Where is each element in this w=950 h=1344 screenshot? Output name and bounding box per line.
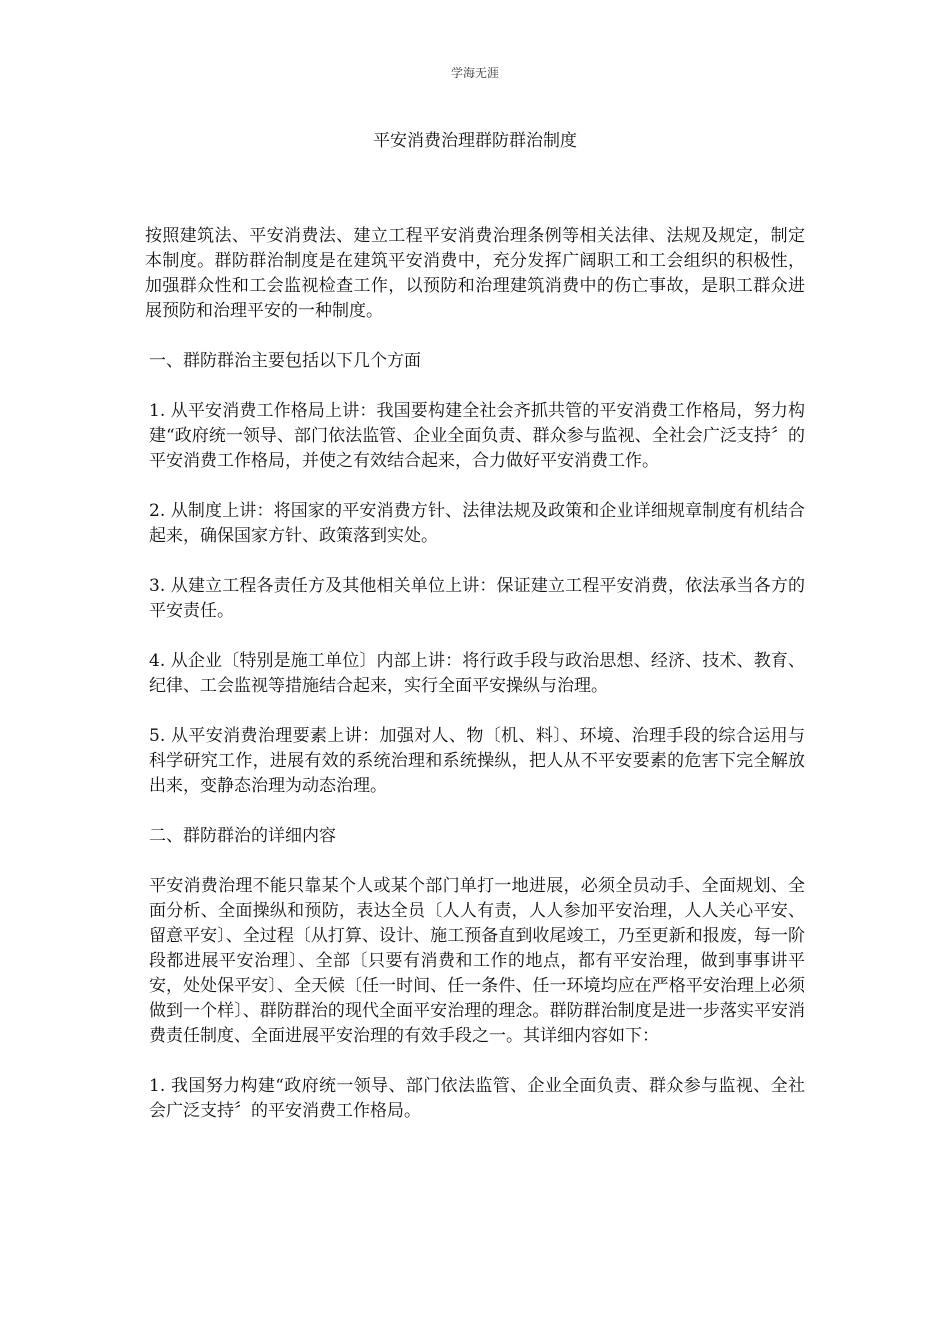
header-note: 学海无涯 xyxy=(450,66,499,80)
section-heading-2: 二、群防群治的详细内容 xyxy=(149,826,336,846)
section-1-item-3: 3. 从建立工程各责任方及其他相关单位上讲：保证建立工程平安消费，依法承当各方的平安责任。 xyxy=(149,576,805,621)
section-1-item-1: 1. 从平安消费工作格局上讲：我国要构建全社会齐抓共管的平安消费工作格局，努力构建“政府统一领导、部门依法监管、企业全面负责、群众参与监视、全社会广泛支持〞的平安消费工作格局，并使之有效结合起来，合力做好平安消费工作。 xyxy=(149,401,805,471)
document-title: 平安消费治理群防群治制度 xyxy=(373,131,577,151)
section-1-item-4: 4. 从企业〔特别是施工单位〕内部上讲：将行政手段与政治思想、经济、技术、教育、纪律、工会监视等措施结合起来，实行全面平安操纵与治理。 xyxy=(149,651,805,696)
section-1-item-5: 5. 从平安消费治理要素上讲：加强对人、物〔机、料〕、环境、治理手段的综合运用与科学研究工作，进展有效的系统治理和系统操纵，把人从不平安要素的危害下完全解放出来，变静态治理为动态治理。 xyxy=(149,726,805,796)
section-2-item-1: 1. 我国努力构建“政府统一领导、部门依法监管、企业全面负责、群众参与监视、全社会广泛支持〞的平安消费工作格局。 xyxy=(149,1076,805,1121)
section-heading-1: 一、群防群治主要包括以下几个方面 xyxy=(149,351,421,371)
document-body xyxy=(145,224,805,1149)
section-2-paragraph: 平安消费治理不能只靠某个人或某个部门单打一地进展，必须全员动手、全面规划、全面分析、全面操纵和预防，表达全员〔人人有责，人人参加平安治理，人人关心平安、留意平安〕、全过程〔从打算、设计、施工预备直到收尾竣工，乃至更新和报废，每一阶段都进展平安治理〕、全部〔只要有消费和工作的地点，都有平安治理，做到事事讲平安，处处保平安〕、全天候〔任一时间、任一条件、任一环境均应在严格平安治理上必须做到一个样〕、群防群治的现代全面平安治理的理念。群防群治制度是进一步落实平安消费责任制度、全面进展平安治理的有效手段之一。其详细内容如下： xyxy=(149,876,805,1046)
section-1-item-2: 2. 从制度上讲：将国家的平安消费方针、法律法规及政策和企业详细规章制度有机结合起来，确保国家方针、政策落到实处。 xyxy=(149,501,805,546)
intro-paragraph: 按照建筑法、平安消费法、建立工程平安消费治理条例等相关法律、法规及规定，制定本制度。群防群治制度是在建筑平安消费中，充分发挥广阔职工和工会组织的积极性，加强群众性和工会监视检查工作，以预防和治理建筑消费中的伤亡事故，是职工群众进展预防和治理平安的一种制度。 xyxy=(145,226,805,321)
